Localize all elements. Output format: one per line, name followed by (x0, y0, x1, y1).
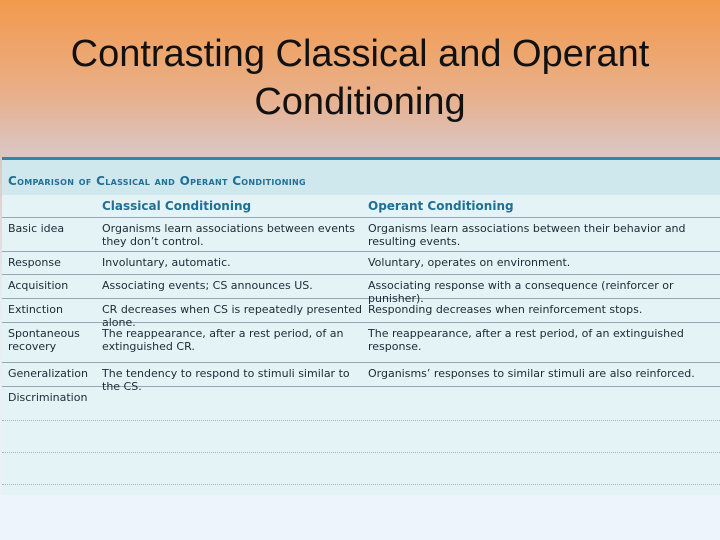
classical-cell: Organisms learn associations between events they don’t control. (102, 222, 355, 248)
operant-cell: Organisms’ responses to similar stimuli are also reinforced. (368, 367, 695, 380)
classical-cell: The reappearance, after a rest period, of an extinguished CR. (102, 327, 344, 353)
classical-cell: Associating events; CS announces US. (102, 279, 313, 292)
table-row (2, 363, 720, 393)
row-label: Extinction (8, 303, 63, 316)
table-heading: Comparison of Classical and Operant Conditioning (2, 157, 720, 195)
column-header-classical: Classical Conditioning (102, 199, 252, 213)
operant-cell: Voluntary, operates on environment. (368, 256, 571, 269)
table-row (2, 218, 720, 252)
table-row (2, 299, 720, 329)
operant-cell: Associating response with a consequence (reinforcer or punisher). (368, 279, 674, 305)
faded-row (2, 453, 720, 485)
comparison-table (2, 157, 720, 495)
title-line-2: Conditioning (254, 81, 466, 123)
operant-cell: Organisms learn associations between their behavior and resulting events. (368, 222, 686, 248)
table-row (2, 275, 720, 305)
row-label: Response (8, 256, 61, 269)
operant-cell: Responding decreases when reinforcement stops. (368, 303, 643, 316)
table-row (2, 252, 720, 275)
classical-cell: The tendency to respond to stimuli similar to the CS. (102, 367, 350, 393)
header-rule (2, 195, 720, 218)
classical-cell: CR decreases when CS is repeatedly presented alone. (102, 303, 363, 329)
faded-row (2, 421, 720, 453)
row-label: Generalization (8, 367, 88, 380)
title-line-1: Contrasting Classical and Operant (70, 33, 650, 75)
slide-title (0, 30, 720, 126)
row-label: Acquisition (8, 279, 69, 292)
operant-cell: The reappearance, after a rest period, of an extinguished response. (368, 327, 684, 353)
table-row (2, 387, 720, 421)
footer-area (0, 495, 720, 540)
table-row (2, 323, 720, 363)
row-label: Discrimination (8, 391, 88, 404)
classical-cell: Involuntary, automatic. (102, 256, 231, 269)
column-header-operant: Operant Conditioning (368, 199, 514, 213)
row-label: Spontaneous recovery (8, 327, 80, 353)
row-label: Basic idea (8, 222, 65, 235)
